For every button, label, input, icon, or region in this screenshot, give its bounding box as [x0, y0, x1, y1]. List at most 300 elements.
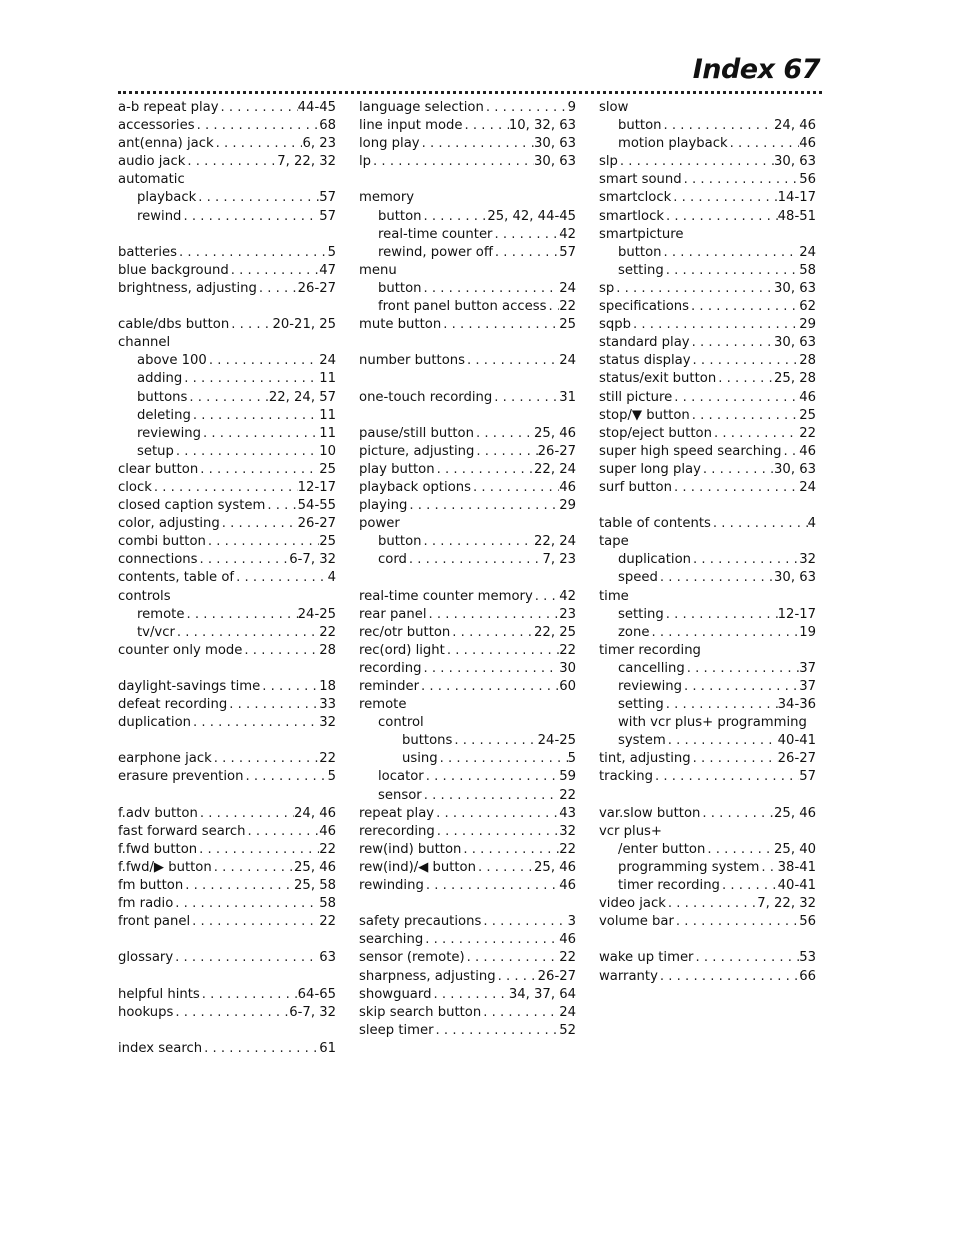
index-pages: 7, 22, 32	[277, 154, 336, 170]
index-entry	[118, 497, 336, 515]
index-entry	[599, 99, 816, 117]
index-pages: 22	[559, 299, 576, 315]
index-term: deleting	[137, 407, 191, 423]
index-term: f.adv button	[118, 805, 198, 821]
index-pages: 40-41	[777, 733, 816, 749]
index-term: table of contents	[599, 516, 711, 532]
index-term: automatic	[118, 172, 185, 188]
index-term: cord	[378, 552, 407, 568]
leader-dots	[202, 1040, 319, 1058]
index-term: picture, adjusting	[359, 443, 475, 459]
index-term: controls	[118, 588, 171, 604]
leader-dots	[662, 244, 800, 262]
leader-dots	[207, 352, 319, 370]
leader-dots	[465, 352, 559, 370]
index-term: playback options	[359, 479, 472, 495]
index-entry	[599, 895, 816, 913]
index-term: a-b repeat play	[118, 100, 219, 115]
index-entry	[118, 262, 336, 280]
index-entry	[599, 642, 816, 660]
leader-dots	[481, 1004, 559, 1022]
leader-dots	[664, 606, 778, 624]
index-pages: 24, 46	[774, 118, 816, 134]
index-pages: 46	[559, 932, 576, 948]
index-entry	[599, 533, 816, 551]
leader-dots	[463, 117, 509, 135]
index-entry	[599, 117, 816, 135]
index-pages: 26-27	[537, 443, 576, 459]
index-pages: 63	[319, 950, 336, 966]
index-entry	[359, 425, 576, 443]
index-term: var.slow button	[599, 805, 701, 821]
index-term: earphone jack	[118, 751, 212, 767]
index-entry	[118, 117, 336, 135]
blank-line	[118, 968, 336, 986]
index-entry	[359, 443, 576, 461]
index-term: wake up timer	[599, 950, 694, 966]
index-pages: 34-36	[777, 697, 816, 713]
leader-dots	[198, 461, 319, 479]
index-term: language selection	[359, 100, 484, 115]
leader-dots	[422, 533, 535, 551]
index-term: specifications	[599, 299, 690, 315]
index-term: sensor	[378, 787, 422, 803]
index-term: remote	[137, 606, 185, 622]
leader-dots	[173, 1004, 289, 1022]
index-term: surf button	[599, 479, 672, 495]
index-entry	[359, 642, 576, 660]
index-term: above 100	[137, 353, 207, 369]
leader-dots	[712, 425, 799, 443]
index-pages: 57	[559, 244, 576, 260]
index-entry	[359, 913, 576, 931]
index-pages: 25, 58	[294, 878, 336, 894]
index-pages: 22	[559, 950, 576, 966]
index-term: long play	[359, 136, 420, 152]
index-entry	[359, 986, 576, 1004]
index-pages: 53	[799, 950, 816, 966]
index-term: rec(ord) light	[359, 642, 445, 658]
index-term: color, adjusting	[118, 516, 220, 532]
leader-dots	[407, 497, 559, 515]
index-pages: 30, 63	[534, 154, 576, 170]
index-entry	[359, 968, 576, 986]
index-pages: 22	[319, 624, 336, 640]
index-term: menu	[359, 262, 397, 278]
leader-dots	[533, 588, 559, 606]
index-entry	[359, 787, 576, 805]
index-term: tint, adjusting	[599, 751, 691, 767]
index-entry	[118, 443, 336, 461]
leader-dots	[720, 877, 778, 895]
index-pages: 54-55	[297, 498, 336, 514]
index-pages: 24	[319, 353, 336, 369]
index-pages: 25, 42, 44-45	[487, 208, 576, 224]
index-entry	[599, 298, 816, 316]
index-term: cancelling	[618, 660, 685, 676]
index-pages: 33	[319, 697, 336, 713]
index-entry	[359, 244, 576, 262]
index-term: timer recording	[618, 878, 720, 894]
index-term: real-time counter	[378, 226, 493, 242]
index-pages: 56	[799, 172, 816, 188]
index-term: setting	[618, 697, 664, 713]
leader-dots	[206, 533, 319, 551]
index-entry	[599, 479, 816, 497]
leader-dots	[693, 949, 799, 967]
index-pages: 24	[559, 353, 576, 369]
index-entry	[599, 389, 816, 407]
index-term: rewind, power off	[378, 244, 493, 260]
index-entry	[359, 135, 576, 153]
index-entry	[599, 443, 816, 461]
index-pages: 22, 24, 57	[268, 389, 336, 405]
index-entry	[118, 334, 336, 352]
index-pages: 12-17	[777, 606, 816, 622]
leader-dots	[435, 461, 534, 479]
index-pages: 9	[567, 100, 576, 115]
index-pages: 44-45	[297, 100, 336, 115]
index-term: daylight-savings time	[118, 679, 261, 694]
index-pages: 25, 46	[294, 859, 336, 875]
index-entry	[118, 642, 336, 660]
index-term: adding	[137, 371, 183, 387]
leader-dots	[438, 750, 568, 768]
index-entry	[599, 551, 816, 569]
index-pages: 24	[559, 1004, 576, 1020]
leader-dots	[260, 678, 319, 696]
index-pages: 46	[319, 823, 336, 839]
blank-line	[599, 497, 816, 515]
leader-dots	[700, 805, 774, 823]
leader-dots	[653, 768, 799, 786]
index-pages: 30, 63	[774, 461, 816, 477]
blank-line	[359, 895, 576, 913]
index-term: number buttons	[359, 353, 466, 369]
index-entry	[359, 280, 576, 298]
index-pages: 25	[319, 534, 336, 550]
index-pages: 37	[799, 679, 816, 694]
index-term: batteries	[118, 244, 177, 260]
index-pages: 66	[799, 968, 816, 984]
index-entry	[599, 569, 816, 587]
index-entry	[118, 461, 336, 479]
index-entry	[599, 588, 816, 606]
index-term: sensor (remote)	[359, 950, 465, 966]
index-term: volume bar	[599, 914, 674, 930]
leader-dots	[666, 895, 757, 913]
index-entry	[359, 660, 576, 678]
leader-dots	[672, 389, 799, 407]
index-entry	[359, 805, 576, 823]
index-term: contents, table of	[118, 570, 235, 586]
index-term: reviewing	[618, 679, 683, 694]
index-entry	[359, 949, 576, 967]
leader-dots	[229, 262, 320, 280]
header-dotted-rule	[118, 91, 822, 94]
index-term: tape	[599, 534, 629, 550]
leader-dots	[152, 479, 298, 497]
index-term: timer recording	[599, 642, 701, 658]
index-entry	[599, 696, 816, 714]
index-pages: 22, 24	[534, 461, 576, 477]
index-entry	[599, 208, 816, 226]
index-entry	[359, 497, 576, 515]
leader-dots	[407, 551, 543, 569]
leader-dots	[649, 624, 799, 642]
index-term: button	[618, 118, 662, 134]
blank-line	[118, 660, 336, 678]
index-entry	[359, 99, 576, 117]
index-term: setting	[618, 606, 664, 622]
leader-dots	[492, 389, 559, 407]
index-pages: 25	[799, 407, 816, 423]
index-pages: 30	[559, 660, 576, 676]
index-entry	[118, 805, 336, 823]
index-entry	[359, 389, 576, 407]
index-term: connections	[118, 552, 198, 568]
index-pages: 24	[559, 280, 576, 296]
leader-dots	[689, 298, 799, 316]
index-pages: 25	[559, 317, 576, 333]
index-term: combi button	[118, 534, 206, 550]
index-pages: 68	[319, 118, 336, 134]
index-pages: 6-7, 32	[289, 552, 336, 568]
index-entry	[599, 606, 816, 624]
leader-dots	[422, 787, 560, 805]
leader-dots	[246, 823, 320, 841]
index-entry	[359, 696, 576, 714]
index-pages: 46	[799, 389, 816, 405]
index-entry	[359, 732, 576, 750]
index-entry	[599, 352, 816, 370]
index-term: standard play	[599, 335, 690, 351]
index-entry	[118, 913, 336, 931]
index-pages: 25, 46	[534, 425, 576, 441]
index-term: playback	[137, 190, 197, 206]
index-pages: 24	[799, 244, 816, 260]
index-term: ant(enna) jack	[118, 136, 214, 152]
index-pages: 19	[799, 624, 816, 640]
index-term: fm button	[118, 878, 184, 894]
index-entry	[118, 389, 336, 407]
index-term: glossary	[118, 950, 174, 966]
index-pages: 57	[799, 769, 816, 785]
index-pages: 22	[559, 841, 576, 857]
leader-dots	[190, 913, 319, 931]
leader-dots	[191, 407, 319, 425]
index-term: button	[378, 208, 422, 224]
index-term: rear panel	[359, 606, 427, 622]
index-pages: 22	[559, 642, 576, 658]
leader-dots	[243, 768, 327, 786]
index-term: front panel	[118, 914, 191, 930]
leader-dots	[422, 660, 560, 678]
leader-dots	[682, 678, 799, 696]
index-entry	[118, 841, 336, 859]
index-pages: 64-65	[297, 986, 336, 1002]
index-entry	[599, 805, 816, 823]
index-entry	[118, 986, 336, 1004]
index-term: zone	[618, 624, 650, 640]
leader-dots	[181, 208, 319, 226]
index-pages: 22, 24	[534, 534, 576, 550]
index-pages: 26-27	[297, 516, 336, 532]
index-pages: 23	[559, 606, 576, 622]
index-term: still picture	[599, 389, 673, 405]
blank-line	[359, 370, 576, 388]
leader-dots	[220, 515, 298, 533]
index-pages: 11	[319, 371, 336, 387]
index-entry	[599, 768, 816, 786]
index-entry	[599, 153, 816, 171]
index-term: buttons	[137, 389, 188, 405]
leader-dots	[701, 461, 774, 479]
index-pages: 25, 28	[774, 371, 816, 387]
index-entry	[599, 280, 816, 298]
blank-line	[599, 931, 816, 949]
leader-dots	[685, 660, 799, 678]
index-term: warranty	[599, 968, 658, 984]
index-entry	[118, 244, 336, 262]
blank-line	[359, 171, 576, 189]
index-term: duplication	[618, 552, 692, 568]
index-entry	[118, 714, 336, 732]
blank-line	[118, 298, 336, 316]
index-term: system	[618, 733, 666, 749]
leader-dots	[474, 425, 534, 443]
leader-dots	[422, 208, 488, 226]
leader-dots	[195, 117, 320, 135]
leader-dots	[672, 479, 799, 497]
leader-dots	[424, 877, 559, 895]
index-pages: 32	[799, 552, 816, 568]
index-entry	[599, 425, 816, 443]
index-term: sleep timer	[359, 1022, 434, 1038]
index-term: reviewing	[137, 425, 202, 441]
index-column-2	[359, 99, 576, 1040]
leader-dots	[441, 316, 559, 334]
index-term: tv/vcr	[137, 624, 175, 640]
leader-dots	[705, 841, 774, 859]
leader-dots	[435, 823, 559, 841]
leader-dots	[423, 931, 559, 949]
index-term: skip search button	[359, 1004, 482, 1020]
leader-dots	[474, 443, 537, 461]
index-entry	[599, 461, 816, 479]
index-entry	[599, 407, 816, 425]
index-entry	[118, 533, 336, 551]
index-pages: 5	[327, 769, 336, 785]
index-term: channel	[118, 335, 171, 351]
index-entry	[599, 262, 816, 280]
index-entry	[359, 153, 576, 171]
index-pages: 4	[807, 516, 816, 532]
index-term: reminder	[359, 679, 420, 694]
index-pages: 32	[559, 823, 576, 839]
index-term: status/exit button	[599, 371, 717, 387]
index-pages: 58	[319, 896, 336, 912]
index-pages: 26-27	[777, 751, 816, 767]
index-entry	[599, 244, 816, 262]
index-pages: 59	[559, 769, 576, 785]
index-term: setting	[618, 262, 664, 278]
index-term: power	[359, 516, 400, 532]
index-term: repeat play	[359, 805, 435, 821]
index-term: fast forward search	[118, 823, 246, 839]
index-entry	[359, 768, 576, 786]
index-entry	[359, 208, 576, 226]
index-term: rerecording	[359, 823, 435, 839]
index-term: memory	[359, 190, 415, 206]
index-pages: 47	[319, 262, 336, 278]
index-entry	[359, 877, 576, 895]
index-term: rewinding	[359, 878, 424, 894]
index-term: tracking	[599, 769, 653, 785]
index-entry	[118, 316, 336, 334]
leader-dots	[200, 986, 298, 1004]
index-term: locator	[378, 769, 424, 785]
index-term: defeat recording	[118, 697, 228, 713]
index-pages: 32	[319, 715, 336, 731]
index-term: fm radio	[118, 896, 174, 912]
index-term: time	[599, 588, 629, 604]
index-pages: 60	[559, 679, 576, 694]
index-term: video jack	[599, 896, 666, 912]
index-column-1	[118, 99, 336, 1058]
index-entry	[359, 606, 576, 624]
index-column-3	[599, 99, 816, 986]
index-entry	[599, 370, 816, 388]
leader-dots	[371, 153, 534, 171]
index-entry	[118, 407, 336, 425]
index-term: duplication	[118, 715, 192, 731]
blank-line	[359, 407, 576, 425]
index-entry	[599, 678, 816, 696]
index-pages: 24, 46	[294, 805, 336, 821]
index-term: searching	[359, 932, 424, 948]
index-pages: 11	[319, 407, 336, 423]
index-entry	[118, 208, 336, 226]
index-entry	[359, 316, 576, 334]
index-pages: 12-17	[297, 479, 336, 495]
index-term: f.fwd/▶ button	[118, 859, 212, 875]
index-entry	[118, 1040, 336, 1058]
leader-dots	[471, 479, 559, 497]
leader-dots	[174, 443, 319, 461]
index-pages: 22	[319, 751, 336, 767]
index-entry	[359, 262, 576, 280]
leader-dots	[219, 99, 298, 117]
index-entry	[599, 334, 816, 352]
leader-dots	[728, 135, 800, 153]
index-pages: 14-17	[777, 190, 816, 206]
blank-line	[118, 1022, 336, 1040]
leader-dots	[465, 949, 560, 967]
leader-dots	[422, 280, 560, 298]
index-pages: 48-51	[777, 208, 816, 224]
index-pages: 37	[799, 660, 816, 676]
index-pages: 57	[319, 190, 336, 206]
leader-dots	[450, 624, 534, 642]
index-term: status display	[599, 353, 691, 369]
index-entry	[599, 226, 816, 244]
leader-dots	[690, 407, 799, 425]
index-entry	[118, 153, 336, 171]
index-entry	[118, 624, 336, 642]
index-pages: 4	[327, 570, 336, 586]
index-entry	[359, 189, 576, 207]
